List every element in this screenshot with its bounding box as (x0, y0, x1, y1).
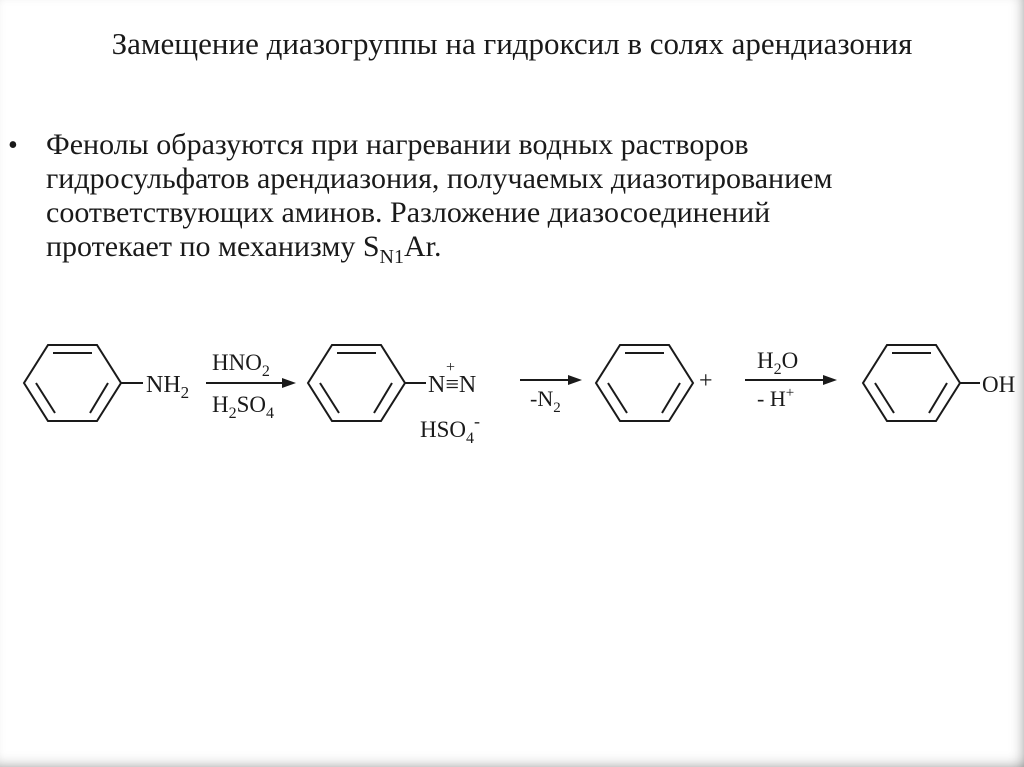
benzene-ring-aniline (24, 345, 143, 421)
hydroxyl-group: OH (982, 372, 1016, 397)
bullet-line-1: Фенолы образуются при нагревании водных растворов (46, 128, 749, 161)
bullet-line-2: гидросульфатов арендиазония, получаемых диазотированием (46, 162, 833, 195)
benzene-ring-diazonium (308, 345, 426, 421)
slide-title: Замещение диазогруппы на гидроксил в солях арендиазония (111, 26, 913, 61)
amine-group: $NH_2$ (146, 372, 190, 402)
reaction-arrow-2 (520, 375, 582, 385)
water-reagent: $H_2O$ (757, 348, 799, 378)
benzene-ring-phenol (863, 345, 980, 421)
bullet-line-3: соответствующих аминов. Разложение диазосоединений (46, 196, 771, 229)
nitrogen-loss-label: $-N_2$ (530, 386, 561, 416)
hydrogensulfate-ion: $HSO_4^-$ (420, 411, 481, 447)
reaction-arrow-1 (206, 378, 296, 388)
plus-sign: + (699, 368, 713, 394)
diazonium-group: N≡N (428, 372, 477, 398)
mechanism-suffix: Ar. (403, 230, 442, 263)
benzene-ring-aryl-cation (596, 345, 693, 421)
diazonium-charge: + (446, 359, 456, 376)
proton-loss-label: - H+ (757, 385, 795, 411)
reaction-arrow-3 (745, 375, 837, 385)
mechanism-subscript: N1 (379, 246, 404, 268)
mechanism-prefix: протекает по механизму S (46, 230, 380, 263)
bullet-marker: • (8, 130, 18, 161)
reagent-sulfuric-acid: $H_2SO_4$ (212, 392, 275, 422)
reagent-nitrous-acid: $HNO_2$ (212, 350, 270, 380)
